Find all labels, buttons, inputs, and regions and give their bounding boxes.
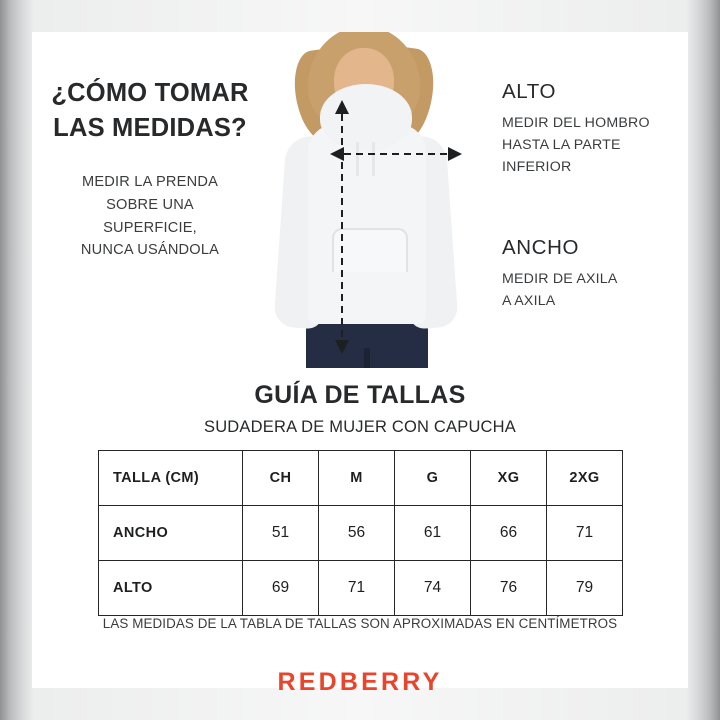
- description-line-3: SUPERFICIE,: [103, 219, 197, 236]
- table-header-cell: M: [319, 451, 395, 506]
- brand-logo: REDBERRY: [277, 668, 443, 696]
- row-label: ANCHO: [99, 506, 243, 561]
- alto-title: ALTO: [502, 80, 557, 103]
- table-header-cell: G: [395, 451, 471, 506]
- table-cell: 61: [395, 506, 471, 561]
- ancho-block: [502, 236, 692, 312]
- row-label: ALTO: [99, 561, 243, 616]
- table-cell: 79: [547, 561, 623, 616]
- table-header-cell: TALLA (CM): [99, 451, 243, 506]
- alto-line-3: INFERIOR: [502, 159, 572, 175]
- table-cell: 76: [471, 561, 547, 616]
- ancho-line-2: A AXILA: [502, 293, 556, 309]
- description-line-2: SOBRE UNA: [106, 196, 194, 213]
- ancho-description: [502, 268, 692, 312]
- table-header-row: [99, 451, 623, 506]
- alto-line-1: MEDIR DEL HOMBRO: [502, 115, 650, 131]
- table-cell: 74: [395, 561, 471, 616]
- size-guide-title: GUÍA DE TALLAS: [254, 381, 466, 409]
- table-header-cell: XG: [471, 451, 547, 506]
- table-cell: 71: [547, 506, 623, 561]
- size-guide-sheet: [32, 32, 688, 688]
- heading-line-2: LAS MEDIDAS?: [53, 113, 247, 142]
- measurement-arrows: [260, 32, 512, 372]
- table-row: [99, 561, 623, 616]
- how-to-measure-description: [40, 171, 260, 261]
- ancho-line-1: MEDIR DE AXILA: [502, 271, 618, 287]
- description-line-4: NUNCA USÁNDOLA: [80, 242, 220, 259]
- how-to-measure-block: [40, 76, 260, 262]
- size-table: [98, 450, 623, 616]
- alto-block: [502, 80, 692, 178]
- heading-line-1: ¿CÓMO TOMAR: [51, 79, 249, 107]
- alto-line-2: HASTA LA PARTE: [502, 137, 621, 153]
- ancho-title: ANCHO: [502, 236, 580, 259]
- table-header-cell: 2XG: [547, 451, 623, 506]
- table-cell: 51: [243, 506, 319, 561]
- measurement-legend: [502, 80, 692, 312]
- description-line-1: MEDIR LA PRENDA: [82, 174, 218, 191]
- table-row: [99, 506, 623, 561]
- size-table-note: LAS MEDIDAS DE LA TABLA DE TALLAS SON APROXIMADAS EN CENTÍMETROS: [102, 616, 618, 631]
- size-guide-subtitle: SUDADERA DE MUJER CON CAPUCHA: [203, 418, 516, 436]
- table-cell: 71: [319, 561, 395, 616]
- table-cell: 56: [319, 506, 395, 561]
- how-to-measure-heading: [40, 76, 260, 145]
- table-header-cell: CH: [243, 451, 319, 506]
- table-cell: 66: [471, 506, 547, 561]
- alto-description: [502, 112, 692, 178]
- table-cell: 69: [243, 561, 319, 616]
